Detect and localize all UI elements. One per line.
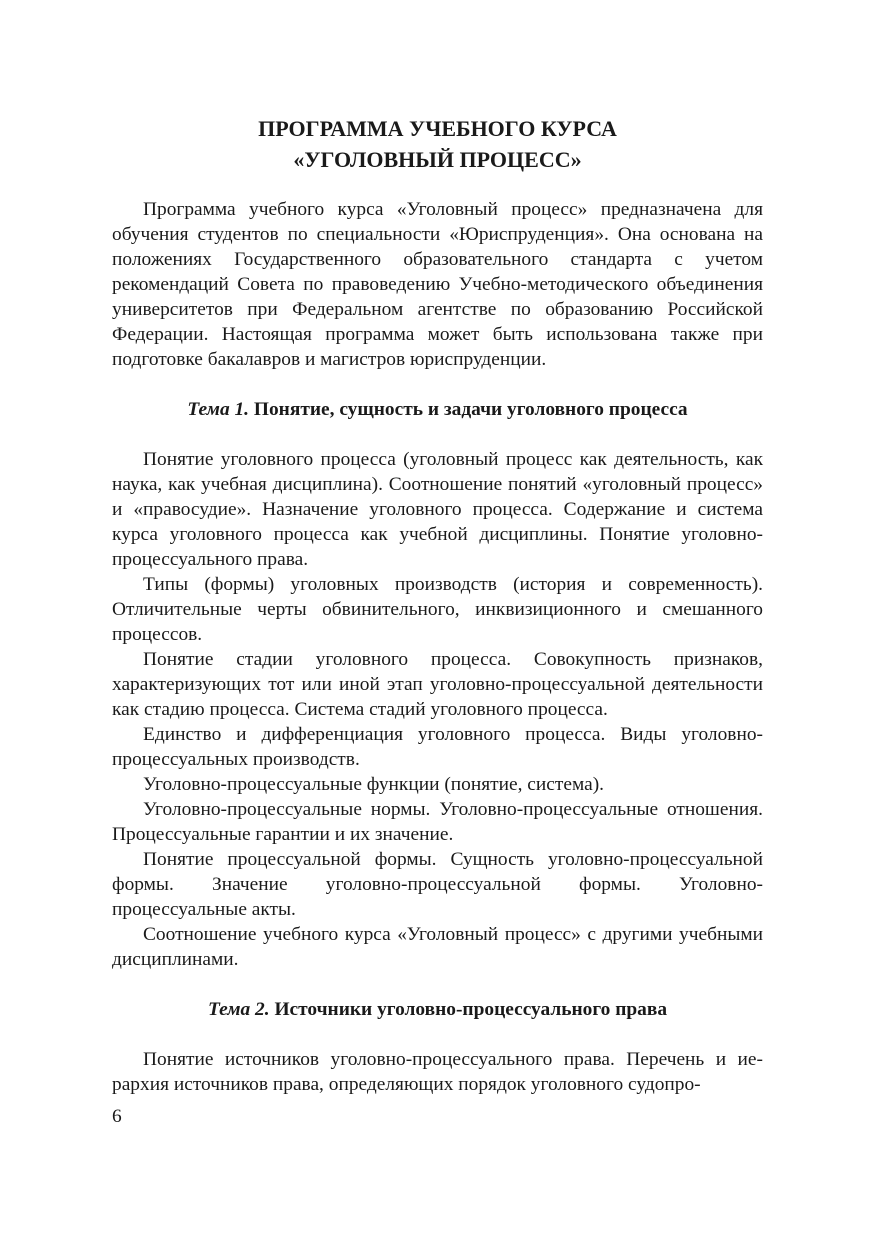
intro-section — [112, 197, 763, 372]
topic-1-paragraph: Понятие стадии уголовного процесса. Совокупность признаков, характеризующих тот или иной этап уголовно-процессуальной деятельности как стадию процесса. Система стадий уголовного процесса. — [112, 649, 763, 720]
topic-1-paragraph: Типы (формы) уголовных производств (история и современность). Отличительные черты обвинительного, инквизиционного и смешанного процессов. — [112, 574, 763, 645]
page-number: 6 — [112, 1106, 122, 1127]
topic-1-heading — [112, 397, 763, 422]
title-line-1: ПРОГРАММА УЧЕБНОГО КУРСА — [258, 116, 617, 141]
topic-1-paragraph: Соотношение учебного курса «Уголовный процесс» с другими учебными дисциплинами. — [112, 924, 763, 970]
page-title — [112, 113, 763, 175]
topic-2-title: Источники уголовно-процессуального права — [274, 999, 668, 1020]
title-line-2: «УГОЛОВНЫЙ ПРОЦЕСС» — [293, 147, 582, 172]
topic-2-heading — [112, 997, 763, 1022]
topic-1-title: Понятие, сущность и задачи уголовного процесса — [253, 399, 688, 420]
topic-1-paragraph: Единство и дифференциация уголовного процесса. Виды уголовно-процессуальных производств. — [112, 724, 763, 770]
topic-1-body — [112, 447, 763, 972]
topic-1-paragraph: Понятие процессуальной формы. Сущность уголовно-процессуальной формы. Значение уголовно-процессуальной формы. Уголовно-процессуальные акты. — [112, 849, 763, 920]
document-page — [112, 0, 763, 1241]
topic-2-paragraph: Понятие источников уголовно-процессуального права. Перечень и иерархия источников права, определяющих порядок уголовного судопро- — [112, 1049, 763, 1095]
topic-2-body — [112, 1047, 763, 1097]
topic-2-number: Тема 2. — [207, 999, 270, 1020]
topic-1-number: Тема 1. — [187, 399, 250, 420]
topic-1-paragraph: Понятие уголовного процесса (уголовный процесс как деятельность, как наука, как учебная дисциплина). Соотношение понятий «уголовный процесс» и «правосудие». Назначение уголовного процесса. Содержание и система курса уголовного процесса как учебной дисциплины. Понятие уголовно-процессуального права. — [112, 449, 763, 570]
topic-1-paragraph: Уголовно-процессуальные функции (понятие, система). — [143, 774, 605, 795]
intro-paragraph: Программа учебного курса «Уголовный процесс» предназначена для обучения студентов по специальности «Юриспруденция». Она основана на положениях Государственного образовательного стандарта с учетом рекомендаций Совета по правоведению Учебно-методического объединения университетов при Федеральном агентстве по образованию Российской Федерации. Настоящая программа может быть использована также при подготовке бакалавров и магистров юриспруденции. — [112, 199, 763, 370]
topic-1-paragraph: Уголовно-процессуальные нормы. Уголовно-процессуальные отношения. Процессуальные гарантии и их значение. — [112, 799, 763, 845]
